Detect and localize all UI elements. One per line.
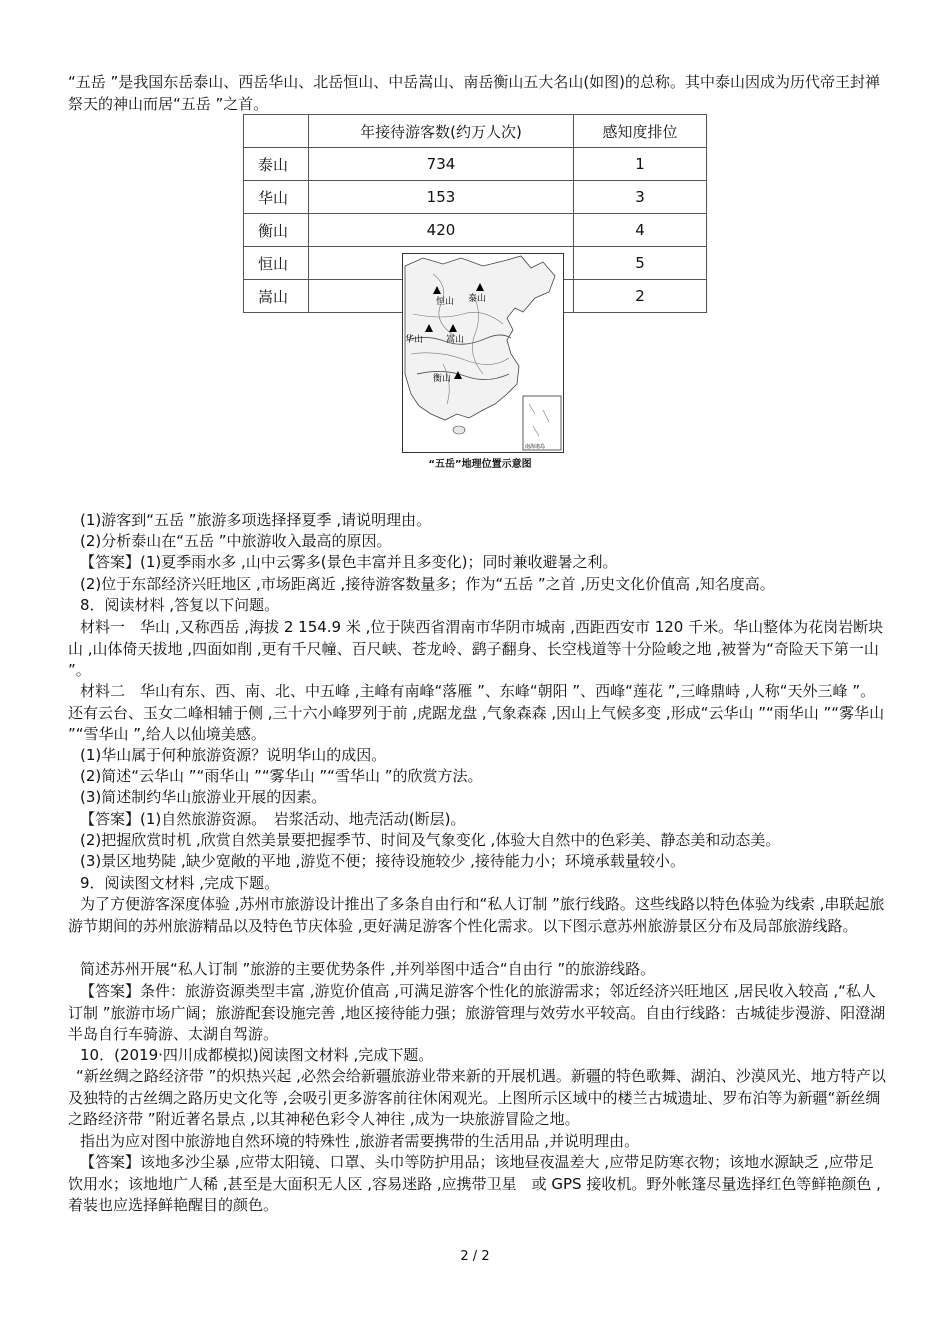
map-label-huashan: 华山 — [405, 335, 424, 345]
awareness-rank: 4 — [574, 214, 707, 247]
q9-answer: 【答案】条件：旅游资源类型丰富 ,游览价值高 ,可满足游客个性化的旅游需求；邻近经济兴旺地区 ,居民收入较高 ,“私人订制 ”旅游市场广阔；旅游配套设施完善 ,地区接待能力强；旅游管理与效劳水平较高。自由行线路：古城徒步漫游、阳澄湖半岛自行车骑游、太湖自驾游。 — [68, 982, 886, 1043]
mountain-name: 恒山 — [244, 247, 309, 280]
map-label-songshan: 嵩山 — [446, 335, 465, 345]
awareness-rank: 5 — [574, 247, 707, 280]
q7-question-2: (2)分析泰山在“五岳 ”中旅游收入最高的原因。 — [80, 532, 392, 550]
map-caption: “五岳”地理位置示意图 — [428, 459, 532, 470]
q8-answer-1: 【答案】(1)自然旅游资源。 岩浆活动、地壳活动(断层)。 — [80, 810, 466, 828]
intro-paragraph: “五岳 ”是我国东岳泰山、西岳华山、北岳恒山、中岳嵩山、南岳衡山五大名山(如图)的总称。其中泰山因成为历代帝王封禅祭天的神山而居“五岳 ”之首。 — [68, 73, 881, 113]
q8-material-1: 材料一 华山 ,又称西岳 ,海拔 2 154.9 米 ,位于陕西省渭南市华阴市城南 ,西距西安市 120 千米。华山整体为花岗岩断块山 ,山体倚天拔地 ,四面如削 ,更有千尺幢、百尺峡、苍龙岭、鹞子翻身、长空栈道等十分险峻之地 ,被誉为“奇险天下第一山 ”。 — [68, 618, 884, 679]
map-label-taishan: 泰山 — [468, 294, 487, 304]
china-outline — [405, 256, 555, 420]
q8-material-2: 材料二 华山有东、西、南、北、中五峰 ,主峰有南峰“落雁 ”、东峰“朝阳 ”、西峰“莲花 ”,三峰鼎峙 ,人称“天外三峰 ”。还有云台、玉女二峰相辅于侧 ,三十六小峰罗列于前 ,虎踞龙盘 ,气象森森 ,因山上气候多变 ,形成“云华山 ”“雨华山 ”“雾华山 ”“雪华山 ”,给人以仙境美感。 — [68, 682, 889, 743]
q8-title: 8．阅读材料 ,答复以下问题。 — [80, 596, 280, 614]
q9-material: 为了方便游客深度体验 ,苏州市旅游设计推出了多条自由行和“私人订制 ”旅行线路。这些线路以特色体验为线索 ,串联起旅游节期间的苏州旅游精品以及特色节庆体验 ,更好满足游客个性化需求。以下图示意苏州旅游景区分布及局部旅游线路。 — [68, 895, 885, 935]
table-header-cell: 年接待游客数(约万人次) — [309, 115, 574, 148]
q7-question-1: (1)游客到“五岳 ”旅游多项选择择夏季 ,请说明理由。 — [80, 511, 432, 529]
map-drawing — [403, 254, 563, 452]
q10-question: 指出为应对图中旅游地自然环境的特殊性 ,旅游者需要携带的生活用品 ,并说明理由。 — [80, 1132, 640, 1150]
mountain-name: 泰山 — [244, 148, 309, 181]
page-number: 2 / 2 — [460, 1249, 490, 1264]
mountain-name: 嵩山 — [244, 280, 309, 313]
table-row — [244, 214, 707, 247]
table-header-cell: 感知度排位 — [574, 115, 707, 148]
mountain-name: 衡山 — [244, 214, 309, 247]
awareness-rank: 2 — [574, 280, 707, 313]
visitor-count: 153 — [309, 181, 574, 214]
mountain-name: 华山 — [244, 181, 309, 214]
table-header-row — [244, 115, 707, 148]
table-header-cell — [244, 115, 309, 148]
visitor-count: 734 — [309, 148, 574, 181]
inset-label: 南海诸岛 — [525, 444, 546, 450]
q8-answer-2: (2)把握欣赏时机 ,欣赏自然美景要把握季节、时间及气象变化 ,体验大自然中的色彩美、静态美和动态美。 — [80, 831, 781, 849]
q10-material: “新丝绸之路经济带 ”的炽热兴起 ,必然会给新疆旅游业带来新的开展机遇。新疆的特色歌舞、湖泊、沙漠风光、地方特产以及独特的古丝绸之路历史文化等 ,会吸引更多游客前往休闲观光。上图所示区域中的楼兰古城遗址、罗布泊等为新疆“新丝绸之路经济带 ”附近著名景点 ,以其神秘色彩令人神往 ,成为一块旅游冒险之地。 — [68, 1067, 886, 1128]
q8-answer-3: (3)景区地势陡 ,缺少宽敞的平地 ,游览不便；接待设施较少 ,接待能力小；环境承载量较小。 — [80, 852, 685, 870]
map-label-hengshan-south: 衡山 — [433, 374, 452, 384]
q7-answer-1: 【答案】(1)夏季雨水多 ,山中云雾多(景色丰富并且多变化)；同时兼收避暑之利。 — [80, 553, 618, 571]
q9-title: 9．阅读图文材料 ,完成下题。 — [80, 874, 280, 892]
awareness-rank: 1 — [574, 148, 707, 181]
q7-answer-2: (2)位于东部经济兴旺地区 ,市场距离近 ,接待游客数量多；作为“五岳 ”之首 ,历史文化价值高 ,知名度高。 — [80, 575, 775, 593]
q8-question-1: (1)华山属于何种旅游资源？说明华山的成因。 — [80, 746, 387, 764]
south-sea-inset — [523, 396, 561, 450]
q8-question-3: (3)简述制约华山旅游业开展的因素。 — [80, 788, 327, 806]
five-mountains-map — [402, 253, 564, 453]
q10-title: 10．(2019·四川成都模拟)阅读图文材料 ,完成下题。 — [80, 1046, 434, 1064]
visitor-count: 420 — [309, 214, 574, 247]
table-row — [244, 181, 707, 214]
table-row — [244, 148, 707, 181]
hainan-island — [453, 426, 465, 434]
q8-question-2: (2)简述“云华山 ”“雨华山 ”“雾华山 ”“雪华山 ”的欣赏方法。 — [80, 767, 483, 785]
map-label-hengshan: 恒山 — [436, 297, 455, 307]
q10-answer: 【答案】该地多沙尘暴 ,应带太阳镜、口罩、头巾等防护用品；该地昼夜温差大 ,应带足防寒衣物；该地水源缺乏 ,应带足饮用水；该地地广人稀 ,甚至是大面积无人区 ,容易迷路 ,应携带卫星 或 GPS 接收机。野外帐篷尽量选择红色等鲜艳颜色 ,着装也应选择鲜艳醒目的颜色。 — [68, 1153, 881, 1214]
awareness-rank: 3 — [574, 181, 707, 214]
q9-question: 简述苏州开展“私人订制 ”旅游的主要优势条件 ,并列举图中适合“自由行 ”的旅游线路。 — [80, 960, 656, 978]
